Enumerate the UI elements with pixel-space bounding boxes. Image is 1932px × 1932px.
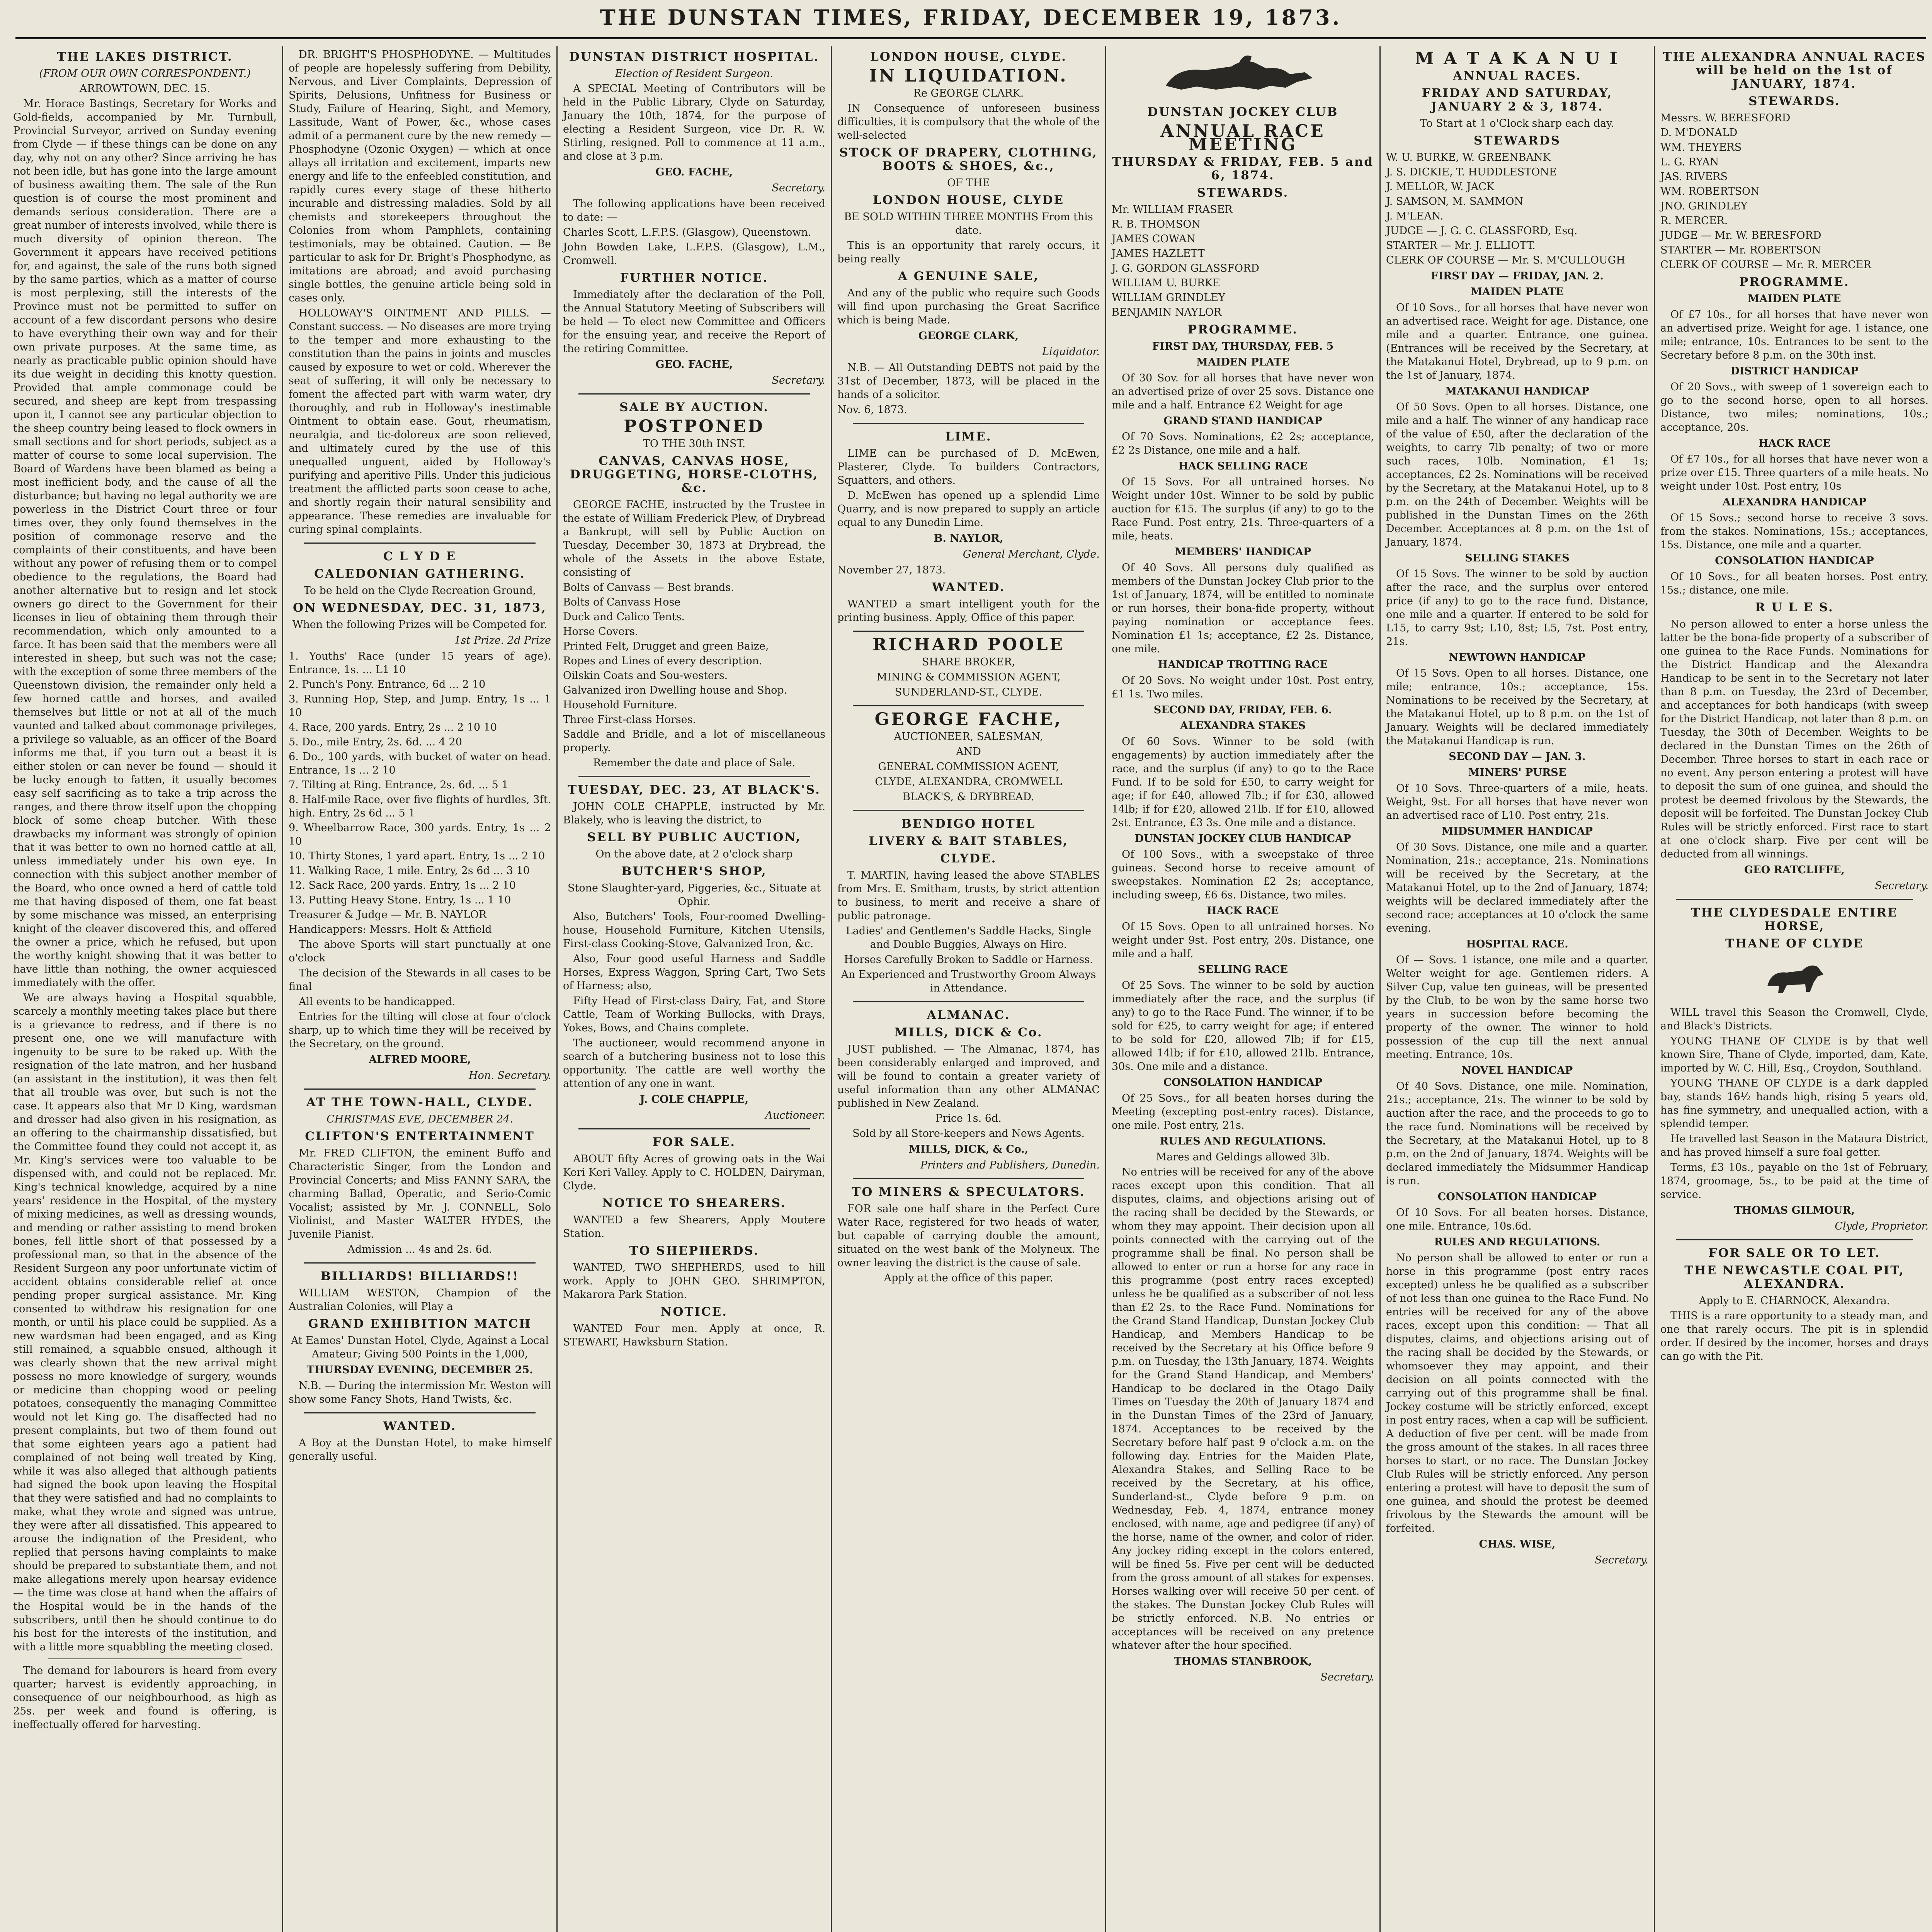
steward-name: J. M'LEAN. xyxy=(1386,210,1444,222)
ad-line: Election of Resident Surgeon. xyxy=(615,68,774,80)
race-text: Of 20 Sovs., with sweep of 1 sovereign each to go to the second horse, open to all horses. Distance, two miles; nominations, 10s.; acceptance, 20s. xyxy=(1660,381,1929,434)
race-text: Of 70 Sovs. Nominations, £2 2s; acceptance, £2 2s Distance, one mile and a half. xyxy=(1112,431,1374,456)
ad-text: A SPECIAL Meeting of Contributors will be held in the Public Library, Clyde on Saturday, January the 10th, 1874, for the purpose of electing a Resident Surgeon, vice Dr. R. W. Stirling, resigned. Poll to commence at 11 a.m., and close at 3 p.m. xyxy=(563,83,825,162)
ad-line: Nov. 6, 1873. xyxy=(837,404,907,416)
ad-line: At Eames' Dunstan Hotel, Clyde, Against a Local Amateur; Giving 500 Points in the 1,000, xyxy=(291,1335,549,1360)
ad-text: WANTED a few Shearers, Apply Moutere Station. xyxy=(563,1214,825,1240)
event-item: 13. Putting Heavy Stone. Entry, 1s ... 1 10 xyxy=(289,894,511,906)
ad-line: Ladies' and Gentlemen's Saddle Hacks, Single and Double Buggies, Always on Hire. xyxy=(845,925,1092,951)
event-item: 1. Youths' Race (under 15 years of age). Entrance, 1s. ... L1 10 xyxy=(289,650,551,676)
ad-headline: IN LIQUIDATION. xyxy=(869,66,1068,86)
column-3 xyxy=(556,46,831,1932)
divider xyxy=(853,810,1084,811)
signature-role: General Merchant, Clyde. xyxy=(963,548,1100,560)
ad-line: Charles Scott, L.F.P.S. (Glasgow), Queenstown. xyxy=(563,226,811,238)
race-name: HANDICAP TROTTING RACE xyxy=(1158,659,1328,671)
racehorse-engraving xyxy=(1112,51,1374,101)
steward-name: WM. ROBERTSON xyxy=(1660,185,1760,197)
ad-line: SHARE BROKER, xyxy=(922,656,1015,668)
signature: GEO. FACHE, xyxy=(655,166,733,178)
signature: J. COLE CHAPPLE, xyxy=(640,1094,748,1105)
divider xyxy=(304,1262,536,1264)
ad-title: THE ALEXANDRA ANNUAL RACES will be held on the 1st of JANUARY, 1874. xyxy=(1663,50,1926,91)
ad-title: CLYDE. xyxy=(940,852,997,866)
steward-name: J. MELLOR, W. JACK xyxy=(1386,181,1495,193)
list-item: Household Furniture. xyxy=(563,699,677,711)
ad-text: N.B. — All Outstanding DEBTS not paid by the 31st of December, 1873, will be placed in the hands of a solicitor. xyxy=(837,362,1100,401)
ad-line: John Bowden Lake, L.F.P.S. (Glasgow), L.M., Cromwell. xyxy=(563,241,825,267)
ad-title: STOCK OF DRAPERY, CLOTHING, BOOTS & SHOES, &c., xyxy=(839,146,1098,173)
ad-title: PROGRAMME. xyxy=(1739,275,1850,289)
ad-line: JUDGE — J. G. C. GLASSFORD, Esq. xyxy=(1386,225,1578,237)
ad-line: AUCTIONEER, SALESMAN, xyxy=(894,731,1043,743)
ad-text: A Boy at the Dunstan Hotel, to make himself generally useful. xyxy=(289,1437,551,1463)
race-name: NOVEL HANDICAP xyxy=(1461,1065,1573,1077)
ad-title: NOTICE TO SHEARERS. xyxy=(602,1196,786,1210)
divider xyxy=(853,631,1084,632)
race-name: MIDSUMMER HANDICAP xyxy=(1441,825,1593,837)
race-text: Of 15 Sovs. Open to all untrained horses. No weight under 9st. Post entry, 20s. Distance, one mile and a half. xyxy=(1112,921,1374,960)
signature: MILLS, DICK, & Co., xyxy=(908,1143,1029,1155)
dateline: ARROWTOWN, DEC. 15. xyxy=(79,83,211,95)
list-item: Saddle and Bridle, and a lot of miscellaneous property. xyxy=(563,728,825,754)
ad-title: ALMANAC. xyxy=(927,1008,1010,1022)
ad-title: DUNSTAN DISTRICT HOSPITAL. xyxy=(569,50,820,64)
ad-line: AND xyxy=(956,746,981,758)
ad-text: ABOUT fifty Acres of growing oats in the Wai Keri Keri Valley. Apply to C. HOLDEN, Dairyman, Clyde. xyxy=(563,1153,825,1192)
racehorse-icon xyxy=(1143,51,1344,97)
race-text: Of 10 Sovs., for all horses that have never won an advertised race. Weight for age. Distance, one mile and a quarter. Entrance, one guinea. (Entrances will be received by the Secretary, at the Matakanui Hotel, Drybread, up to 9 p.m. on the 1st of January, 1874. xyxy=(1386,302,1648,381)
signature: GEO RATCLIFFE, xyxy=(1744,864,1845,876)
race-name: MINERS' PURSE xyxy=(1468,767,1566,779)
ad-title: STEWARDS. xyxy=(1748,94,1840,108)
race-name: GRAND STAND HANDICAP xyxy=(1163,415,1322,427)
steward-name: J. G. GORDON GLASSFORD xyxy=(1112,262,1260,274)
divider xyxy=(48,1658,242,1659)
ad-title: CLIFTON'S ENTERTAINMENT xyxy=(305,1129,535,1143)
ad-line: Horses Carefully Broken to Saddle or Harness. xyxy=(844,954,1093,966)
list-item: Duck and Calico Tents. xyxy=(563,611,685,623)
signature: THOMAS GILMOUR, xyxy=(1734,1204,1855,1216)
race-name: HACK RACE xyxy=(1207,905,1279,917)
ad-line: CLERK OF COURSE — Mr. S. M'CULLOUGH xyxy=(1386,254,1625,266)
column-2 xyxy=(282,46,556,1932)
ad-text: WILL travel this Season the Cromwell, Clyde, and Black's Districts. xyxy=(1660,1007,1929,1032)
race-name: ALEXANDRA HANDICAP xyxy=(1722,496,1867,508)
ad-line: An Experienced and Trustworthy Groom Always in Attendance. xyxy=(841,969,1096,994)
ad-line: To Start at 1 o'Clock sharp each day. xyxy=(1420,117,1614,129)
race-name: ALEXANDRA STAKES xyxy=(1180,720,1306,732)
rules-heading: RULES AND REGULATIONS. xyxy=(1434,1236,1600,1248)
horse-icon xyxy=(1756,955,1833,998)
signature-role: Clyde, Proprietor. xyxy=(1835,1220,1929,1232)
ad-title: THE NEWCASTLE COAL PIT, ALEXANDRA. xyxy=(1684,1264,1905,1291)
steward-name: W. U. BURKE, W. GREENBANK xyxy=(1386,151,1551,163)
ad-line: When the following Prizes will be Competed for. xyxy=(292,619,548,631)
ad-text: JOHN COLE CHAPPLE, instructed by Mr. Blakely, who is leaving the district, to xyxy=(563,801,825,826)
ad-line: The decision of the Stewards in all cases to be final xyxy=(289,967,551,993)
race-name: MATAKANUI HANDICAP xyxy=(1445,385,1589,397)
rules-heading: RULES AND REGULATIONS. xyxy=(1160,1135,1326,1147)
steward-name: BENJAMIN NAYLOR xyxy=(1112,306,1222,318)
divider xyxy=(1676,1239,1913,1240)
ad-text: JUST published. — The Almanac, 1874, has been considerably enlarged and improved, and will be found to contain a greater variety of useful information than any other ALMANAC published in New Zealand. xyxy=(837,1043,1100,1109)
ad-line: Price 1s. 6d. xyxy=(935,1112,1002,1124)
rules-text: No person allowed to enter a horse unless the latter be the bona-fide property of a subscriber of one guinea to the Race Funds. Nominations for the District Handicap and the Alexandra Handicap to be sent in to the Secretary not later than 8 p.m. on Tuesday, the 23rd of December, and acceptances for both handicaps (with sweep for the District Handicap, not later than 8 p.m. on Tuesday, the 30th of December. Weights to be declared in the Dunstan Times on the 26th of December. Three horses to start in each race or no event. Any person entering a protest will have to deposit the sum of one guinea, and should the protest be deemed frivolous by the Stewards, the deposit will be forfeited. The Dunstan Jockey Club Rules will be strictly enforced. First race to start at one o'clock sharp. Five per cent will be deducted from all winnings. xyxy=(1660,618,1929,860)
headline: THE LAKES DISTRICT. xyxy=(57,50,233,64)
race-day: FIRST DAY, THURSDAY, FEB. 5 xyxy=(1152,340,1334,352)
ad-text: Also, Four good useful Harness and Saddle Horses, Express Waggon, Spring Cart, Two Sets of Harness; also, xyxy=(563,953,825,992)
ad-date: THURSDAY & FRIDAY, FEB. 5 and 6, 1874. xyxy=(1112,155,1374,182)
ad-text: He travelled last Season in the Mataura District, and has proved himself a sure foal getter. xyxy=(1660,1133,1929,1158)
race-text: Of 15 Sovs.; second horse to receive 3 sovs. from the stakes. Nominations, 15s.; acceptances, 15s. Distance, one mile and a quarter. xyxy=(1660,512,1929,551)
ad-title: DUNSTAN JOCKEY CLUB xyxy=(1147,105,1338,119)
race-name: SELLING RACE xyxy=(1197,964,1288,976)
list-item: Printed Felt, Drugget and green Baize, xyxy=(563,640,769,652)
ad-text: Also, Butchers' Tools, Four-roomed Dwelling-house, Household Furniture, Kitchen Utensils, First-class Cooking-Stove, Galvanized Iron, &c. xyxy=(563,911,825,950)
ad-title: TO MINERS & SPECULATORS. xyxy=(852,1185,1085,1199)
ad-title: FOR SALE OR TO LET. xyxy=(1708,1246,1881,1260)
ad-text: THIS is a rare opportunity to a steady man, and one that rarely occurs. The pit is in splendid order. If desired by the incomer, horses and drays can go with the Pit. xyxy=(1660,1310,1929,1362)
masthead-rule xyxy=(15,37,1926,39)
ad-line: On the above date, at 2 o'clock sharp xyxy=(595,848,793,860)
ad-title: SELL BY PUBLIC AUCTION, xyxy=(587,830,801,844)
race-text: Of 30 Sov. for all horses that have never won an advertised prize of over 25 sovs. Distance one mile and a half. Entrance £2 Weight for age xyxy=(1112,372,1374,411)
ad-text: Fifty Head of First-class Dairy, Fat, and Store Cattle, Team of Working Bullocks, with Drays, Yokes, Bows, and Chains complete. xyxy=(563,995,825,1034)
ad-title: THANE OF CLYDE xyxy=(1725,937,1864,951)
signature-role: Secretary. xyxy=(1320,1671,1374,1683)
divider xyxy=(853,705,1084,706)
subheadline: (FROM OUR OWN CORRESPONDENT.) xyxy=(39,68,251,80)
ad-text: Mr. FRED CLIFTON, the eminent Buffo and Characteristic Singer, from the London and Provincial Concerts; and Miss FANNY SARA, the charming Ballad, Operatic, and Serio-Comic Vocalist; assisted by Mr. J. CONNELL, Solo Violinist, and Master WALTER HYDES, the Juvenile Pianist. xyxy=(289,1147,551,1240)
ad-line: Mares and Geldings allowed 3lb. xyxy=(1156,1151,1330,1163)
ad-title: BUTCHER'S SHOP, xyxy=(621,864,767,878)
ad-line: BLACK'S, & DRYBREAD. xyxy=(903,791,1034,803)
race-name: CONSOLATION HANDICAP xyxy=(1715,555,1874,567)
ad-line: Sold by all Store-keepers and News Agents. xyxy=(852,1128,1085,1139)
race-name: HOSPITAL RACE. xyxy=(1466,938,1568,950)
ad-line: MINING & COMMISSION AGENT, xyxy=(876,671,1061,683)
event-item: 7. Tilting at Ring. Entrance, 2s. 6d. ... 5 1 xyxy=(289,779,509,791)
ad-text: The following applications have been received to date: — xyxy=(563,198,825,223)
race-text: Of 10 Sovs. For all beaten horses. Distance, one mile. Entrance, 10s.6d. xyxy=(1386,1207,1648,1232)
race-text: Of 10 Sovs. Three-quarters of a mile, heats. Weight, 9st. For all horses that have never won an advertised race of L10. Post entry, 21s. xyxy=(1386,782,1648,821)
column-4 xyxy=(831,46,1105,1932)
steward-name: JNO. GRINDLEY xyxy=(1660,200,1748,212)
ad-line: Admission ... 4s and 2s. 6d. xyxy=(347,1243,492,1255)
race-name: MAIDEN PLATE xyxy=(1748,293,1841,305)
steward-name: JAMES HAZLETT xyxy=(1112,248,1205,260)
race-day: FIRST DAY — FRIDAY, JAN. 2. xyxy=(1431,270,1604,282)
race-text: Of £7 10s., for all horses that have never won a prize over £15. Three quarters of a mile heats. No weight under 10st. Post entry, 10s xyxy=(1660,453,1929,492)
race-name: CONSOLATION HANDICAP xyxy=(1163,1077,1323,1088)
list-item: Three First-class Horses. xyxy=(563,714,696,726)
ad-title: LONDON HOUSE, CLYDE xyxy=(872,193,1065,207)
ad-line: CHRISTMAS EVE, DECEMBER 24. xyxy=(327,1113,513,1125)
ad-headline: RICHARD POOLE xyxy=(872,635,1065,655)
event-item: 9. Wheelbarrow Race, 300 yards. Entry, 1s ... 2 10 xyxy=(289,822,551,847)
rules-text: No person shall be allowed to enter or run a horse in this programme (post entry races excepted) unless he be qualified as a subscriber of not less than one guinea to the Race Fund. No entries will be received for any of the above races, except upon this condition: — That all disputes, claims, and objections arising out of the racing shall be decided by the Stewards, or whomsoever they may appoint, and their decision on all points connected with the carrying out of this programme shall be final. Jockey costume will be strictly enforced, except in post entry races, when a cap will be sufficient. A deduction of five per cent. will be made from the gross amount of the stakes. In all races three horses to start, or no race. The Dunstan Jockey Club Rules will be strictly enforced. Any person entering a protest will have to deposit the sum of one guinea, and should the protest be deemed frivolous by the Stewards the amount will be forfeited. xyxy=(1386,1252,1648,1534)
article-paragraph: Mr. Horace Bastings, Secretary for Works and Gold-fields, accompanied by Mr. Turnbull, Provincial Surveyor, arrived on Sunday evening from Clyde — if these things can be done on any day, why not on any other? Since arriving he has not been idle, but has gone into the large amount of business awaiting them. The sale of the Run question is of course the most prominent and demands serious consideration. There are a great number of interests involved, while there is much diversity of opinion thereon. The Government it appears have received petitions for, and against, the sale of the runs both signed by the same parties, which as a matter of course is most perplexing, still the interests of the Province must not be permitted to suffer on account of a few discordant persons who desire to have everything their own way and for their own private purposes. At the same time, as nearly as practicable public opinion should have its due weight in deciding this knotty question. Provided that ample commonage could be secured, and sheep are kept from trespassing upon it, I cannot see any particular objection to the sheep country being leased to flock owners in small sections and for short periods, subject as a matter of course to some local supervision. The Board of Wardens have been blamed as being a most inefficient body, and the cause of all the disturbance; but having no legal authority we are powerless in the District Court three or four times over, they only found themselves in the position of commonage reserve and the complaints of their constituents, and have been without any power of refusing them or to compel obedience to the regulations, the Board had another alternative but to resign and let stock owners go direct to the Government for their licenses in lieu of obtaining them through their recommendation, which only amounted to a farce. It has been said that the members were all interested in sheep, but such was not the case; with the exception of some three members of the Queenstown division, the remainder only held a few horned cattle and horses, and availed themselves but little or not at all of the much vaunted and talked about commonage privileges, a privilege so valuable, as an officer of the Board informs me that, if you turn out a beast it is either stolen or can never be found — should it be lucky enough to fatten, it usually becomes easy self sacrificing as to take a trip across the ranges, and there throw itself upon the chopping block of some cheap butcher. With these drawbacks my informant was strongly of opinion that it was better to own no horned cattle at all, unless immediately under his own eye. In connection with this subject another member of the Board, who once owned a herd of cattle told me that having disposed of them, one fat beast by some mischance was missed, an enterprising knight of the cleaver discovered this, and offered the owner a price, which he refused, but upon the worthy knight showing that it was better to have little than nothing, the owner acquiesced immediately with the offer. xyxy=(13,98,277,989)
race-name: NEWTOWN HANDICAP xyxy=(1449,651,1586,663)
ad-title: GRAND EXHIBITION MATCH xyxy=(308,1317,532,1331)
article-paragraph: The demand for labourers is heard from every quarter; harvest is evidently approaching, in consequence of our neighbourhood, as high as 25s. per week and found is offering, is ineffectually offered for harvesting. xyxy=(13,1665,277,1731)
race-text: Of 40 Sovs. Distance, one mile. Nomination, 21s.; acceptance, 21s. The winner to be sold by auction after the race, and the proceeds to go to the race fund. Nominations will be received by the Secretary, at the Matakanui Hotel, up to 8 p.m. on the 2nd of January, 1874. Weights will be declared immediately the Midsummer Handicap is run. xyxy=(1386,1080,1648,1187)
ad-text: N.B. — During the intermission Mr. Weston will show some Fancy Shots, Hand Twists, &c. xyxy=(289,1380,551,1405)
ad-title: STEWARDS xyxy=(1473,134,1561,148)
ad-title: ANNUAL RACES. xyxy=(1453,69,1582,83)
ad-line: Stone Slaughter-yard, Piggeries, &c., Situate at Ophir. xyxy=(567,882,821,908)
ad-line: All events to be handicapped. xyxy=(299,996,456,1008)
ad-line: SUNDERLAND-ST., CLYDE. xyxy=(895,686,1043,698)
ad-title: CALEDONIAN GATHERING. xyxy=(314,567,526,581)
ad-line: JUDGE — Mr. W. BERESFORD xyxy=(1660,230,1821,242)
ad-text: WANTED Four men. Apply at once, R. STEWART, Hawksburn Station. xyxy=(563,1323,825,1348)
race-name: HACK SELLING RACE xyxy=(1178,460,1308,472)
ad-headline: M A T A K A N U I xyxy=(1415,49,1619,68)
ad-title: FURTHER NOTICE. xyxy=(620,271,769,285)
ad-heading: C L Y D E xyxy=(383,549,457,563)
ad-title: LIVERY & BAIT STABLES, xyxy=(869,834,1068,848)
list-item: Ropes and Lines of every description. xyxy=(563,655,762,667)
divider xyxy=(1676,899,1913,900)
ad-text: FOR sale one half share in the Perfect Cure Water Race, registered for two heads of water, but capable of carrying double the amount, situated on the west bank of the Molyneux. The owner leaving the district is the cause of sale. xyxy=(837,1203,1100,1269)
ad-title: LIME. xyxy=(945,430,992,444)
ad-title: TUESDAY, DEC. 23, AT BLACK'S. xyxy=(568,783,821,797)
divider xyxy=(578,776,810,777)
ad-line: CLERK OF COURSE — Mr. R. MERCER xyxy=(1660,259,1871,271)
list-item: Bolts of Canvass — Best brands. xyxy=(563,582,734,594)
masthead: THE DUNSTAN TIMES, FRIDAY, DECEMBER 19, 1873. xyxy=(600,5,1342,30)
signature-role: Liquidator. xyxy=(1042,346,1100,358)
ad-title: THE CLYDESDALE ENTIRE HORSE, xyxy=(1691,906,1898,933)
ad-text: WANTED a smart intelligent youth for the printing business. Apply, Office of this paper. xyxy=(837,598,1100,624)
list-item: Oilskin Coats and Sou-westers. xyxy=(563,670,728,682)
article-paragraph: We are always having a Hospital squabble, scarcely a monthly meeting takes place but there is a grievance to redress, and if there is no present one, one we will manufacture with ingenuity to be sure to be raked up. With the resignation of the late matron, and her husband (an assistant in the institution), it was then felt that all trouble was over, but such is not the case. It appears also that Mr D King, wardsman and dresser had also given in his resignation, as an offering to the chairmanship dissatisfied, but the Committee found they could not accept it, as Mr. King's services were too valuable to be dispensed with, and could not be replaced. Mr. King's technical knowledge, acquired by a nine years' residence in the Hospital, of the mystery of mixing medicines, as well as dressing wounds, and mending or rather assisting to mend broken bones, fell little short of that possessed by a professional man, so that in the absence of the Resident Surgeon any poor unfortunate victim of accident obtains considerable relief at once pending proper surgical assistance. Mr. King consented to withdraw his resignation for one month, or until his place could be supplied. As a new wardsman had been engaged, and as King still remained, a squabble ensued, although it was clearly shown that the new arrival might possess no more knowledge of surgery, wounds or medicine than chopping wood or peeling potatoes, consequently the managing Committee would not let King go. The disaffected had no present complaints, but two of them found out that some eighteen years ago a patient had complained of not being well treated by King, while it was also alleged that although patients had signed the book upon leaving the Hospital that they were satisfied and had no complaints to make, what they wrote and signed was untrue, they were after all dissatisfied. This appeared to arouse the indignation of the President, who replied that persons having complaints to make should be prepared to substantiate them, and not make allegations merely upon hearsay evidence — the time was close at hand when the affairs of the Hospital would be in the hands of the subscribers, until then he should continue to do his best for the interests of the institution, and with a little more squabbling the meeting closed. xyxy=(13,992,277,1653)
signature-role: Auctioneer. xyxy=(765,1109,825,1121)
advert-text: HOLLOWAY'S OINTMENT AND PILLS. — Constant success. — No diseases are more trying to the temper and more exhausting to the constitution than the pains in joints and muscles caused by exposure to wet or cold. Wherever the seat of suffering, it will only be necessary to foment the affected part with warm water, dry thoroughly, and rub in Holloway's inestimable Ointment to obtain ease. Gout, rheumatism, neuralgia, and tic-doloreux are soon relieved, and ultimately cured by the use of this unequalled unguent, aided by Holloway's purifying and aperitive Pills. Under this judicious treatment the afflicted parts soon cease to ache, and shortly regain their natural sensibility and appearance. These remedies are invaluable for curing spinal complaints. xyxy=(289,307,551,536)
race-text: Of — Sovs. 1 istance, one mile and a quarter. Welter weight for age. Gentlemen riders. A Silver Cup, value ten guineas, will be presented by the Club, to be won by the same horse two years in succession before becoming the property of the owner. The winner to hold possession of the cup till the next annual meeting. Entrance, 10s. xyxy=(1386,954,1648,1061)
ad-line: November 27, 1873. xyxy=(837,564,946,576)
race-text: Of 100 Sovs., with a sweepstake of three guineas. Second horse to receive amount of sweepstakes. Nomination £2 2s; acceptance, including sweep, £6 6s. Distance, two miles. xyxy=(1112,849,1374,901)
race-name: CONSOLATION HANDICAP xyxy=(1437,1191,1597,1203)
rules-heading: R U L E S. xyxy=(1755,600,1834,614)
event-item: 12. Sack Race, 200 yards. Entry, 1s ... 2 10 xyxy=(289,879,516,891)
ad-title: FOR SALE. xyxy=(652,1135,736,1149)
race-text: Of 15 Sovs. For all untrained horses. No Weight under 10st. Winner to be sold by public auction for £15. The surplus (if any) to go to the Race Fund. Post entry, 21s. Three-quarters of a mile, heats. xyxy=(1112,476,1374,542)
steward-name: J. SAMSON, M. SAMMON xyxy=(1386,196,1524,207)
signature-role: Secretary. xyxy=(1595,1554,1648,1566)
event-item: 4. Race, 200 yards. Entry, 2s ... 2 10 10 xyxy=(289,721,497,733)
horse-engraving xyxy=(1660,955,1929,1001)
steward-name: J. S. DICKIE, T. HUDDLESTONE xyxy=(1386,166,1557,178)
event-item: 11. Walking Race, 1 mile. Entry, 2s 6d ... 3 10 xyxy=(289,865,530,877)
steward-name: WM. THEYERS xyxy=(1660,141,1742,153)
ad-text: YOUNG THANE OF CLYDE is a dark dappled bay, stands 16½ hands high, rising 5 years old, has fine symmetry, and unequalled action, with a splendid temper. xyxy=(1660,1077,1929,1130)
race-day: SECOND DAY — JAN. 3. xyxy=(1449,751,1586,763)
ad-line: GENERAL COMMISSION AGENT, xyxy=(878,761,1059,773)
column-7 xyxy=(1654,46,1932,1932)
ad-line: BE SOLD WITHIN THREE MONTHS From this date. xyxy=(844,211,1093,236)
ad-text: YOUNG THANE OF CLYDE is by that well known Sire, Thane of Clyde, imported, dam, Kate, imported by W. C. Hill, Esq., Croydon, Southland. xyxy=(1660,1035,1929,1074)
ad-text: And any of the public who require such Goods will find upon purchasing the Great Sacrifice which is being Made. xyxy=(837,287,1100,326)
ad-line: Treasurer & Judge — Mr. B. NAYLOR xyxy=(289,909,487,921)
ad-title: AT THE TOWN-HALL, CLYDE. xyxy=(306,1095,534,1109)
divider xyxy=(853,1001,1084,1002)
race-text: Of £7 10s., for all horses that have never won an advertised prize. Weight for age. 1 istance, one mile; entrance, 10s. Entrances to be sent to the Secretary before 8 p.m. on the 30th inst. xyxy=(1660,309,1929,361)
ad-line: STARTER — Mr. J. ELLIOTT. xyxy=(1386,240,1536,252)
race-text: Of 50 Sovs. Open to all horses. Distance, one mile and a half. The winner of any handicap race of the value of £50, after the declaration of the weights, to carry 7lb penalty; of two or more such races, 10lb. Nomination, £1 1s; acceptances, £2 2s. Nominations will be received by the Secretary, at the Matakanui Hotel, up to 8 p.m. on the 24th of December. Weights will be published in the Dunstan Times on the 26th December. Acceptances at 8 p.m. on the 1st of January, 1874. xyxy=(1386,401,1648,548)
race-text: Of 40 Sovs. All persons duly qualified as members of the Dunstan Jockey Club prior to the 1st of January, 1874, will be entitled to nominate or run horses, their bona-fide property, without paying nomination or acceptance fees. Nomination £1 1s; acceptance, £2 2s. Distance, one mile. xyxy=(1112,562,1374,655)
ad-title: STEWARDS. xyxy=(1197,186,1289,200)
ad-title: PROGRAMME. xyxy=(1187,323,1298,337)
signature: GEORGE CLARK, xyxy=(918,330,1019,342)
ad-title: LONDON HOUSE, CLYDE. xyxy=(870,50,1067,64)
ad-headline: POSTPONED xyxy=(624,417,765,436)
column-5 xyxy=(1105,46,1379,1932)
ad-title: WANTED. xyxy=(932,580,1005,594)
divider xyxy=(578,393,810,395)
steward-name: R. B. THOMSON xyxy=(1112,218,1201,230)
divider xyxy=(853,423,1084,424)
ad-title: BENDIGO HOTEL xyxy=(901,817,1036,831)
prize-header: 1st Prize. 2d Prize xyxy=(454,634,551,646)
signature-role: Secretary. xyxy=(1875,880,1929,892)
race-text: Of 10 Sovs., for all beaten horses. Post entry, 15s.; distance, one mile. xyxy=(1660,571,1929,596)
steward-name: WILLIAM U. BURKE xyxy=(1112,277,1220,289)
steward-name: JAMES COWAN xyxy=(1112,233,1196,245)
list-item: Galvanized iron Dwelling house and Shop. xyxy=(563,684,787,696)
ad-headline: ANNUAL RACE MEETING xyxy=(1160,121,1325,155)
ad-line: Re GEORGE CLARK. xyxy=(913,87,1024,99)
steward-name: WILLIAM GRINDLEY xyxy=(1112,292,1225,304)
race-name: DISTRICT HANDICAP xyxy=(1730,365,1859,377)
event-item: 6. Do., 100 yards, with bucket of water on head. Entrance, 1s ... 2 10 xyxy=(289,751,551,776)
signature: THOMAS STANBROOK, xyxy=(1173,1655,1312,1667)
steward-name: L. G. RYAN xyxy=(1660,156,1719,168)
race-text: Of 20 Sovs. No weight under 10st. Post entry, £1 1s. Two miles. xyxy=(1112,675,1374,700)
ad-title: A GENUINE SALE, xyxy=(898,269,1039,283)
signature: B. NAYLOR, xyxy=(934,532,1003,544)
event-item: 2. Punch's Pony. Entrance, 6d ... 2 10 xyxy=(289,679,486,690)
ad-line: THURSDAY EVENING, DECEMBER 25. xyxy=(306,1364,533,1376)
ad-line: TO THE 30th INST. xyxy=(643,438,746,450)
ad-title: NOTICE. xyxy=(660,1305,728,1319)
race-name: MEMBERS' HANDICAP xyxy=(1174,546,1311,558)
ad-text: Immediately after the declaration of the Poll, the Annual Statutory Meeting of Subscribers will be held — To elect new Committee and Officers for the ensuing year, and receive the Report of the retiring Committee. xyxy=(563,289,825,355)
ad-line: Handicappers: Messrs. Holt & Attfield xyxy=(289,923,492,935)
ad-title: BILLIARDS! BILLIARDS!! xyxy=(320,1269,519,1283)
ad-text: WILLIAM WESTON, Champion of the Australian Colonies, will Play a xyxy=(289,1287,551,1313)
race-name: MAIDEN PLATE xyxy=(1471,286,1564,298)
race-name: SELLING STAKES xyxy=(1465,552,1570,564)
race-text: Of 25 Sovs. The winner to be sold by auction immediately after the race, and the surplus (if any) to go to the Race Fund. The winner, if to be sold for £25, to carry weight for age; if entered to be sold for £20, allowed 7lb; if for £15, allowed 14lb; if for £10, allowed 21lb. Entrance, 30s. One mile and a distance. xyxy=(1112,980,1374,1073)
ad-title: CANVAS, CANVAS HOSE, DRUGGETING, HORSE-CLOTHS, &c. xyxy=(570,454,819,495)
ad-date: ON WEDNESDAY, DEC. 31, 1873, xyxy=(293,601,547,615)
ad-line: Remember the date and place of Sale. xyxy=(593,757,796,769)
ad-date: FRIDAY AND SATURDAY, JANUARY 2 & 3, 1874. xyxy=(1422,86,1613,114)
signature-role: Hon. Secretary. xyxy=(469,1070,551,1082)
ad-title: TO SHEPHERDS. xyxy=(629,1244,759,1258)
event-item: 3. Running Hop, Step, and Jump. Entry, 1s ... 1 10 xyxy=(289,693,551,719)
ad-text: WANTED, TWO SHEPHERDS, used to hill work. Apply to JOHN GEO. SHRIMPTON, Makarora Park Station. xyxy=(563,1262,825,1301)
steward-name: D. M'DONALD xyxy=(1660,127,1738,139)
race-text: Of 30 Sovs. Distance, one mile and a quarter. Nomination, 21s.; acceptance, 21s. Nominations will be received by the Secretary, at the Matakanui Hotel, up to the 2nd of January, 1874; weights will be declared immediately after the second race; acceptances at 10 o'clock the same evening. xyxy=(1386,841,1648,934)
ad-text: Terms, £3 10s., payable on the 1st of February, 1874, groomage, 5s., to be paid at the time of service. xyxy=(1660,1162,1929,1201)
race-text: Of 15 Sovs. Open to all horses. Distance, one mile; entrance, 10s.; acceptance, 15s. Nominations to be received by the Secretary, at the Matakanui Hotel, up to 8 p.m. on the 1st of January. Weights will be declared immediately the Matakanui Handicap is run. xyxy=(1386,667,1648,747)
divider xyxy=(304,1412,536,1413)
signature-role: Secretary. xyxy=(772,374,825,386)
race-day: SECOND DAY, FRIDAY, FEB. 6. xyxy=(1153,704,1332,716)
ad-text: GEORGE FACHE, instructed by the Trustee in the estate of William Frederick Plew, of Drybread a Bankrupt, will sell by Public Auction on Tuesday, December 30, 1873 at Drybread, the whole of the Assets in the above Estate, consisting of xyxy=(563,499,825,578)
ad-line: Apply to E. CHARNOCK, Alexandra. xyxy=(1699,1295,1890,1307)
race-text: Of 15 Sovs. The winner to be sold by auction after the race, and the surplus over entered price (if any) to go to the race fund. Distance, one mile and a quarter. If entered to be sold for L15, to carry 9st; L10, 8st; L5, 7st. Post entry, 21s. xyxy=(1386,568,1648,648)
ad-title: SALE BY AUCTION. xyxy=(619,400,769,414)
list-item: Horse Covers. xyxy=(563,626,638,638)
steward-name: JAS. RIVERS xyxy=(1660,171,1728,183)
ad-headline: GEORGE FACHE, xyxy=(874,709,1063,729)
signature: ALFRED MOORE, xyxy=(369,1054,471,1066)
column-1 xyxy=(8,46,282,1932)
signature: GEO. FACHE, xyxy=(655,359,733,371)
steward-name: Mr. WILLIAM FRASER xyxy=(1112,204,1233,216)
race-name: DUNSTAN JOCKEY CLUB HANDICAP xyxy=(1134,833,1351,845)
ad-text: D. McEwen has opened up a splendid Lime Quarry, and is now prepared to supply an article equal to any Dunedin Lime. xyxy=(837,490,1100,529)
steward-name: Messrs. W. BERESFORD xyxy=(1660,112,1791,124)
ad-line: To be held on the Clyde Recreation Ground, xyxy=(303,585,536,597)
divider xyxy=(304,1088,536,1090)
divider xyxy=(853,1178,1084,1179)
ad-title: MILLS, DICK & Co. xyxy=(894,1026,1043,1039)
ad-line: The above Sports will start punctually at one o'clock xyxy=(289,939,551,964)
ad-line: CLYDE, ALEXANDRA, CROMWELL xyxy=(875,776,1062,788)
ad-text: This is an opportunity that rarely occurs, it being really xyxy=(837,240,1100,265)
race-text: Of 25 Sovs., for all beaten horses during the Meeting (excepting post-entry races). Distance, one mile. Post entry, 21s. xyxy=(1112,1092,1374,1131)
event-item: 5. Do., mile Entry, 2s. 6d. ... 4 20 xyxy=(289,736,462,748)
ad-line: Apply at the office of this paper. xyxy=(884,1272,1053,1284)
column-6 xyxy=(1379,46,1654,1932)
divider xyxy=(304,543,536,544)
ad-line: Entries for the tilting will close at four o'clock sharp, up to which time they will be received by the Secretary, on the ground. xyxy=(289,1011,551,1050)
ad-text: T. MARTIN, having leased the above STABLES from Mrs. E. Smitham, trusts, by strict attention to business, to merit and receive a share of public patronage. xyxy=(837,869,1100,922)
ad-text: The auctioneer, would recommend anyone in search of a butchering business not to lose this opportunity. The cattle are well worthy the attention of any one in want. xyxy=(563,1037,825,1090)
list-item: Bolts of Canvass Hose xyxy=(563,596,681,608)
signature: CHAS. WISE, xyxy=(1479,1538,1556,1550)
steward-name: R. MERCER. xyxy=(1660,215,1728,227)
ad-text: LIME can be purchased of D. McEwen, Plasterer, Clyde. To builders Contractors, Squatters, and others. xyxy=(837,447,1100,486)
event-item: 8. Half-mile Race, over five flights of hurdles, 3ft. high. Entry, 2s 6d ... 5 1 xyxy=(289,794,551,819)
race-text: Of 60 Sovs. Winner to be sold (with engagements) by auction immediately after the race, and the surplus (if any) to go to the Race Fund. If to be sold for £50, to carry weight for age; if for £40, allowed 7lb.; if for £30, allowed 14lb; if for £20, allowed 21lb. If for £10, allowed 2st. Entrance, £3 3s. One mile and a distance. xyxy=(1112,736,1374,829)
signature-role: Printers and Publishers, Dunedin. xyxy=(920,1159,1100,1171)
event-item: 10. Thirty Stones, 1 yard apart. Entry, 1s ... 2 10 xyxy=(289,850,545,862)
divider xyxy=(578,1128,810,1129)
ad-title: WANTED. xyxy=(383,1419,457,1433)
advert-text: DR. BRIGHT'S PHOSPHODYNE. — Multitudes of people are hopelessly suffering from Debility, Nervous, and Liver Complaints, Depression of Spirits, Delusions, Unfitness for Business or Study, Failure of Hearing, Sight, and Memory, Lassitude, Want of Power, &c., whose cases admit of a permanent cure by the new remedy — Phosphodyne (Ozonic Oxygen) — which at once allays all irritation and excitement, imparts new energy and life to the enfeebled constitution, and rapidly cures every stage of these hitherto incurable and distressing maladies. Sold by all chemists and storekeepers throughout the Colonies from whom Pamphlets, containing testimonials, may be obtained. Caution. — Be particular to ask for Dr. Bright's Phosphodyne, as imitations are abroad; and avoid purchasing single bottles, the genuine article being sold in cases only. xyxy=(289,49,551,304)
rules-text: No entries will be received for any of the above races except upon this condition. That all disputes, claims, and objections arising out of the racing shall be decided by the Stewards, or whom they may appoint. Their decision upon all points connected with the carrying out of the programme shall be final. No person shall be allowed to enter or run a horse for any race in this programme (post entry races excepted) unless he be qualified as a subscriber of not less than £2 2s. to the Race Fund. Nominations for the Grand Stand Handicap, Dunstan Jockey Club Handicap, and Members Handicap to be received by the Secretary at his Office before 9 p.m. on Tuesday, the 13th January, 1874. Weights for the Grand Stand Handicap, and Members' Handicap to be declared in the Otago Daily Times on Tuesday the 20th of January 1874 and in the Dunstan Times of the 23rd of January, 1874. Acceptances to be received by the Secretary before half past 9 o'clock a.m. on the following day. Entries for the Maiden Plate, Alexandra Stakes, and Selling Race to be received by the Secretary, at his office, Sunderland-st., Clyde before 9 p.m. on Wednesday, Feb. 4, 1874, entrance money enclosed, with name, age and pedigree (if any) of the horse, name of the owner, and color of rider. Any jockey riding except in the colors entered, will be fined 5s. Five per cent will be deducted from the gross amount of all stakes for expenses. Horses walking over will receive 50 per cent. of the stakes. The Dunstan Jockey Club Rules will be strictly enforced. N.B. No entries or acceptances will be received on any pretence whatever after the hour specified. xyxy=(1112,1166,1374,1651)
race-name: MAIDEN PLATE xyxy=(1196,356,1289,368)
ad-line: OF THE xyxy=(947,177,990,189)
signature-role: Secretary. xyxy=(772,182,825,194)
race-name: HACK RACE xyxy=(1758,437,1831,449)
ad-text: IN Consequence of unforeseen business difficulties, it is compulsory that the whole of the well-selected xyxy=(837,102,1100,141)
ad-line: STARTER — Mr. ROBERTSON xyxy=(1660,244,1821,256)
